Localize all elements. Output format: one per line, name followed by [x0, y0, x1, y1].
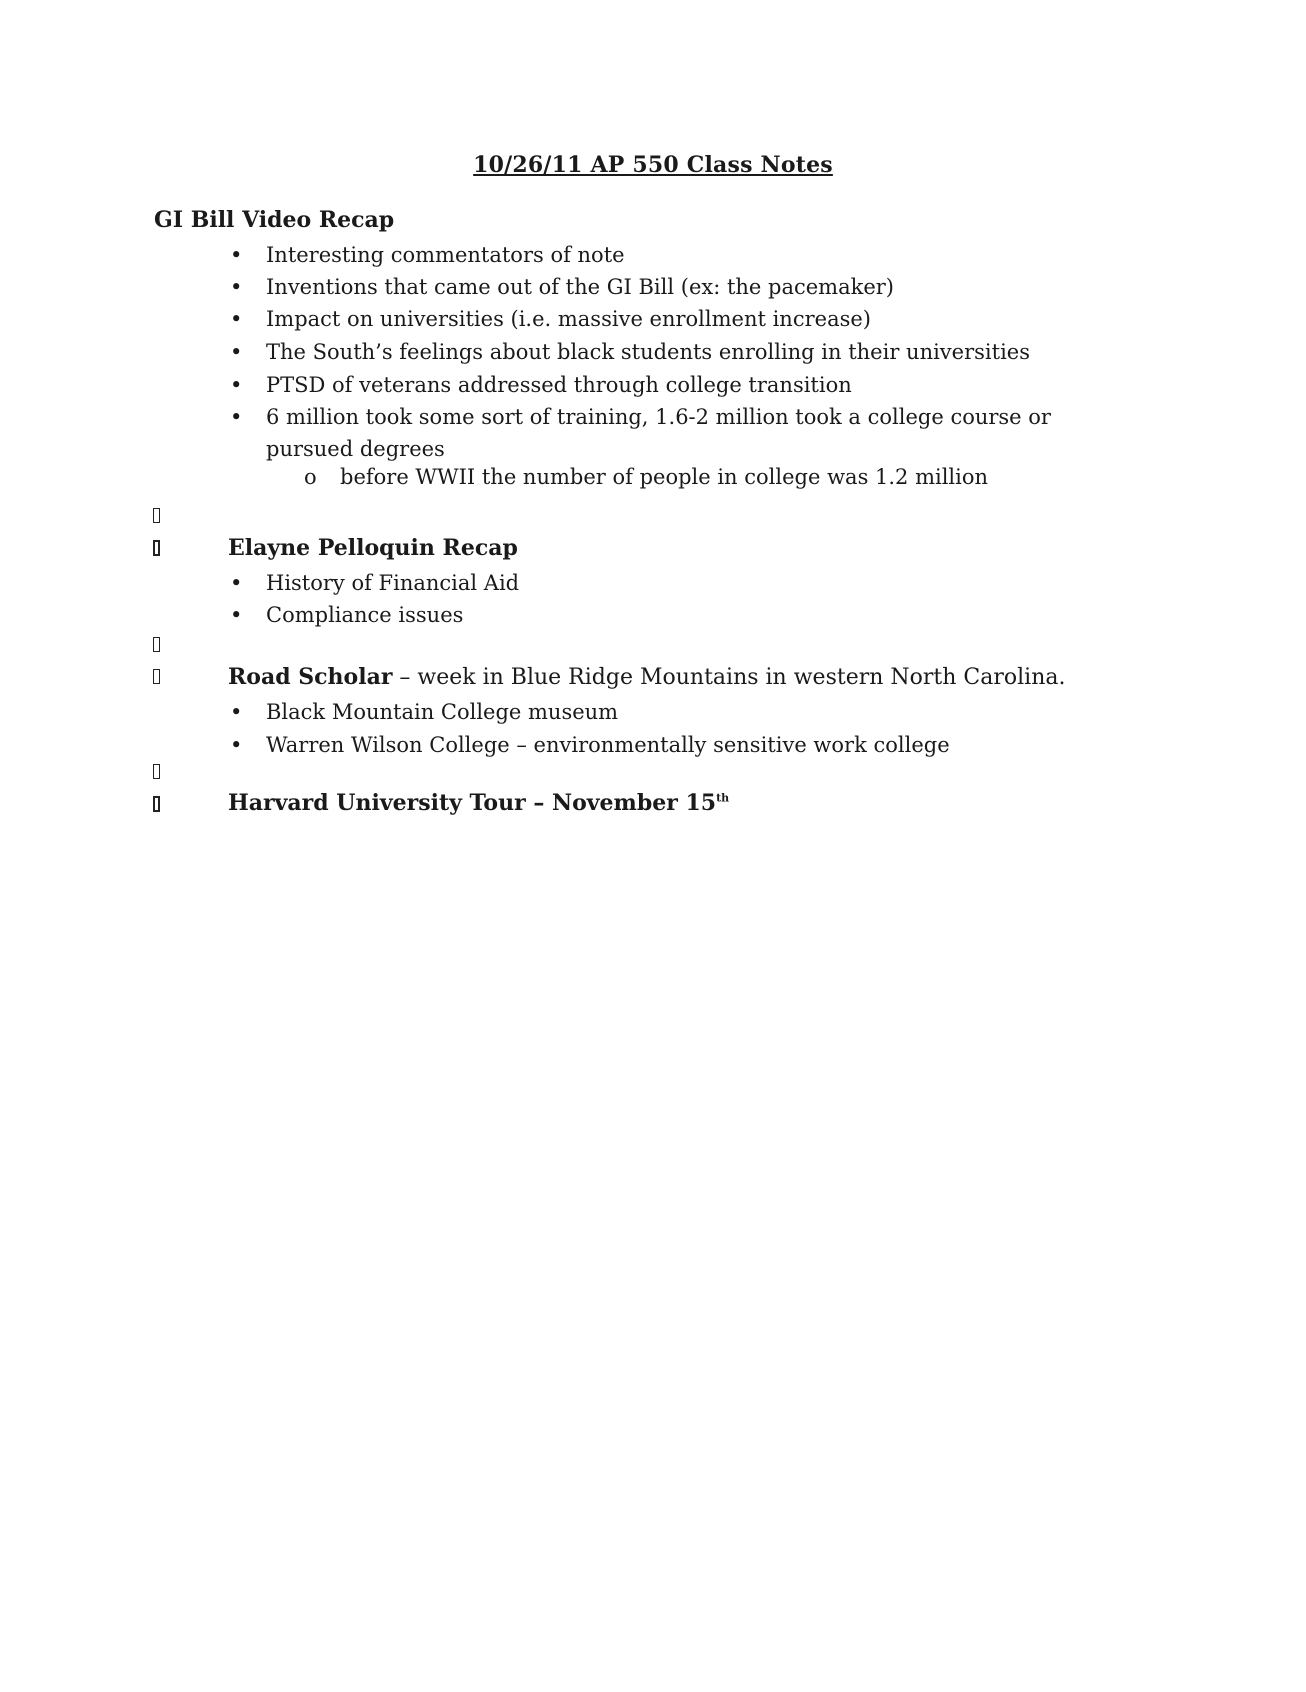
- missing-glyph-icon: [153, 796, 160, 812]
- section-heading-text: [228, 790, 729, 816]
- missing-glyph-icon: [153, 764, 160, 779]
- list-item-text: Compliance issues: [266, 603, 464, 627]
- list-item-text: 6 million took some sort of training, 1.6-2 million took a college course or: [266, 405, 1051, 429]
- harvard-heading-main: Harvard University Tour – November 15: [228, 790, 717, 816]
- bullet-icon: •: [230, 275, 243, 299]
- list-item-text: History of Financial Aid: [266, 571, 520, 595]
- bullet-icon: •: [230, 700, 243, 724]
- section-heading-road-scholar: [228, 664, 1065, 690]
- list-item-text: Impact on universities (i.e. massive enrollment increase): [266, 307, 871, 331]
- bullet-icon: •: [230, 571, 243, 595]
- bullet-icon: •: [230, 340, 243, 364]
- list-item-text: pursued degrees: [266, 437, 445, 461]
- section-heading-pelloquin: [228, 535, 518, 561]
- bullet-icon: •: [230, 733, 243, 757]
- list-item-text: Black Mountain College museum: [266, 700, 619, 724]
- list-item-text: Warren Wilson College – environmentally sensitive work college: [266, 733, 950, 757]
- section-heading-gi-bill: GI Bill Video Recap: [154, 207, 395, 233]
- bullet-icon: •: [230, 243, 243, 267]
- sub-list-item-text: before WWII the number of people in college was 1.2 million: [340, 465, 989, 489]
- section-heading-suffix: – week in Blue Ridge Mountains in western North Carolina.: [392, 665, 1066, 690]
- list-item-text: The South’s feelings about black students enrolling in their universities: [266, 340, 1030, 364]
- section-heading-text: Elayne Pelloquin Recap: [228, 535, 518, 561]
- missing-glyph-icon: [153, 637, 160, 652]
- bullet-icon: •: [230, 603, 243, 627]
- list-item-text: Inventions that came out of the GI Bill (ex: the pacemaker): [266, 275, 895, 299]
- missing-glyph-icon: [153, 669, 160, 684]
- bullet-icon: •: [230, 307, 243, 331]
- bullet-icon: •: [230, 373, 243, 397]
- ordinal-superscript: th: [716, 791, 730, 805]
- circle-bullet-icon: o: [304, 465, 317, 489]
- list-item-text: Interesting commentators of note: [266, 243, 625, 267]
- section-heading-harvard: [228, 790, 729, 816]
- missing-glyph-icon: [153, 508, 160, 523]
- missing-glyph-icon: [153, 540, 160, 556]
- bullet-icon: •: [230, 405, 243, 429]
- section-heading-text: Road Scholar: [228, 664, 393, 690]
- page-title: 10/26/11 AP 550 Class Notes: [473, 152, 833, 178]
- list-item-text: PTSD of veterans addressed through college transition: [266, 373, 852, 397]
